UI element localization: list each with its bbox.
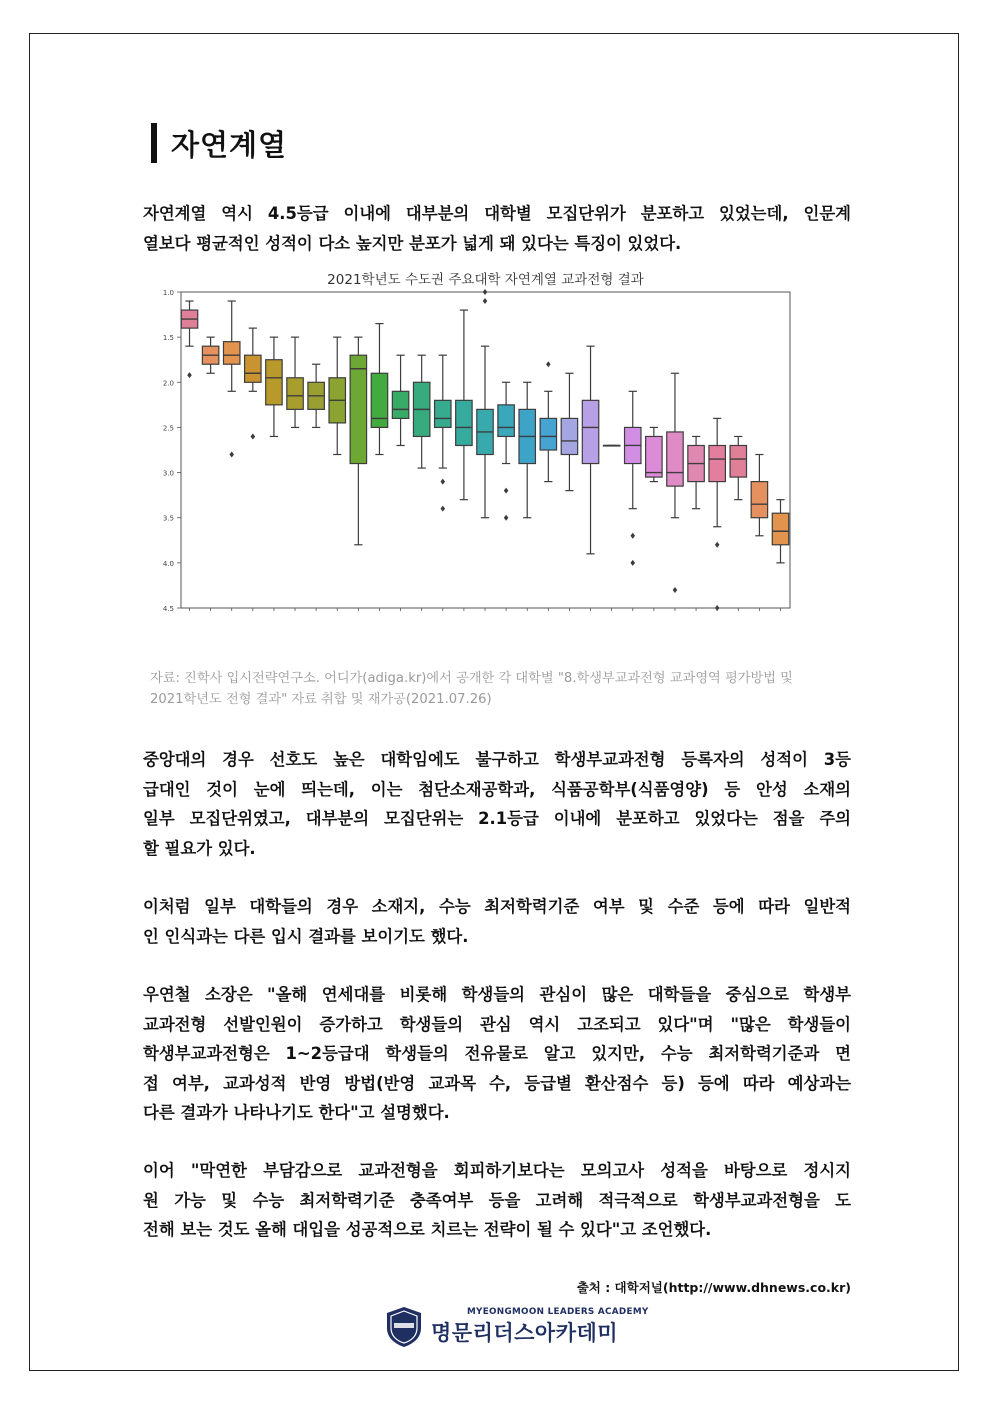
box	[730, 445, 746, 477]
paragraph-line: 인 인식과는 다른 입시 결과를 보이기도 했다.	[143, 926, 469, 946]
box	[350, 355, 366, 463]
paragraph-line: 접 여부, 교과성적 반영 방법(반영 교과목 수, 등급별 환산점수 등) 등에 따라 예상과는	[143, 1073, 851, 1093]
box	[498, 405, 514, 437]
y-tick-label: 3.0	[162, 469, 174, 478]
box	[772, 513, 788, 545]
box	[245, 355, 261, 382]
paragraph-line: 원 가능 및 수능 최저학력기준 충족여부 등을 고려해 적극적으로 학생부교과전형을 도	[143, 1190, 851, 1210]
shield-icon	[385, 1306, 423, 1348]
boxplot-chart	[143, 262, 803, 662]
box	[223, 342, 239, 365]
intro-line: 자연계열 역시 4.5등급 이내에 대부분의 대학별 모집단위가 분포하고 있었는데, 인문계	[143, 204, 851, 223]
paragraph-line: 전해 보는 것도 올해 대입을 성공적으로 치르는 전략이 될 수 있다"고 조언했다.	[143, 1220, 712, 1239]
logo-english-name: MYEONGMOON LEADERS ACADEMY	[467, 1307, 649, 1317]
y-tick-label: 4.5	[162, 605, 174, 613]
paragraph-line: 우연철 소장은 "올해 연세대를 비롯해 학생들의 관심이 많은 대학들을 중심으로 학생부	[143, 985, 851, 1004]
paragraph-line: 할 필요가 있다.	[143, 838, 256, 858]
box	[582, 400, 598, 463]
caption-line: 자료: 진학사 입시전략연구소. 어디가(adiga.kr)에서 공개한 각 대학별 "8.학생부교과전형 교과영역 평가방법 및	[150, 671, 793, 686]
paragraph-line: 학생부교과전형은 1~2등급대 학생들의 전유물로 알고 있지만, 수능 최저학력기준과 면	[143, 1044, 851, 1063]
source-credit: 출처 : 대학저널(http://www.dhnews.co.kr)	[576, 1280, 851, 1295]
paragraph-line: 교과전형 선발인원이 증가하고 학생들의 관심 역시 고조되고 있다"며 "많은 학생들이	[143, 1014, 851, 1034]
paragraph-line: 이처럼 일부 대학들의 경우 소재지, 수능 최저학력기준 여부 및 수준 등에 따라 일반적	[143, 897, 851, 916]
paragraph-3	[143, 892, 851, 951]
academy-logo	[385, 1306, 649, 1348]
paragraph-line: 일부 모집단위였고, 대부분의 모집단위는 2.1등급 이내에 분포하고 있었다는 점을 주의	[143, 809, 851, 828]
heading-bar	[151, 123, 157, 163]
section-heading	[151, 123, 287, 163]
box	[561, 418, 577, 454]
y-tick-label: 2.5	[162, 424, 174, 433]
paragraph-line: 이어 "막연한 부담감으로 교과전형을 회피하기보다는 모의고사 성적을 바탕으로 정시지	[143, 1161, 851, 1180]
y-tick-label: 1.0	[162, 289, 174, 297]
boxplot-svg	[143, 262, 803, 662]
box	[667, 432, 683, 486]
heading-title: 자연계열	[171, 127, 288, 162]
y-tick-label: 3.5	[162, 514, 174, 523]
box	[709, 445, 725, 481]
box	[456, 400, 472, 445]
box	[751, 482, 767, 518]
box	[435, 400, 451, 427]
box	[266, 360, 282, 405]
chart-title: 2021학년도 수도권 주요대학 자연계열 교과전형 결과	[327, 272, 644, 288]
chart-caption	[150, 668, 850, 710]
box	[287, 378, 303, 410]
paragraph-2	[143, 745, 851, 863]
paragraph-4	[143, 980, 851, 1128]
paragraph-line: 중앙대의 경우 선호도 높은 대학임에도 불구하고 학생부교과전형 등록자의 성적이 3등	[143, 750, 851, 769]
box	[540, 418, 556, 450]
box	[371, 373, 387, 427]
box	[646, 436, 662, 477]
y-tick-label: 1.5	[162, 334, 174, 343]
y-tick-label: 2.0	[162, 379, 174, 388]
logo-korean-name: 명문리더스아카데미	[431, 1321, 619, 1345]
caption-line: 2021학년도 전형 결과" 자료 취합 및 재가공(2021.07.26)	[150, 692, 492, 707]
paragraph-5	[143, 1156, 851, 1245]
y-tick-label: 4.0	[162, 559, 174, 568]
paragraph-line: 다른 결과가 나타나기도 한다"고 설명했다.	[143, 1103, 450, 1122]
paragraph-line: 급대인 것이 눈에 띄는데, 이는 첨단소재공학과, 식품공학부(식품영양) 등 안성 소재의	[143, 779, 851, 799]
intro-paragraph	[143, 199, 851, 258]
box	[392, 391, 408, 418]
intro-line: 열보다 평균적인 성적이 다소 높지만 분포가 넓게 돼 있다는 특징이 있었다.	[143, 233, 682, 253]
